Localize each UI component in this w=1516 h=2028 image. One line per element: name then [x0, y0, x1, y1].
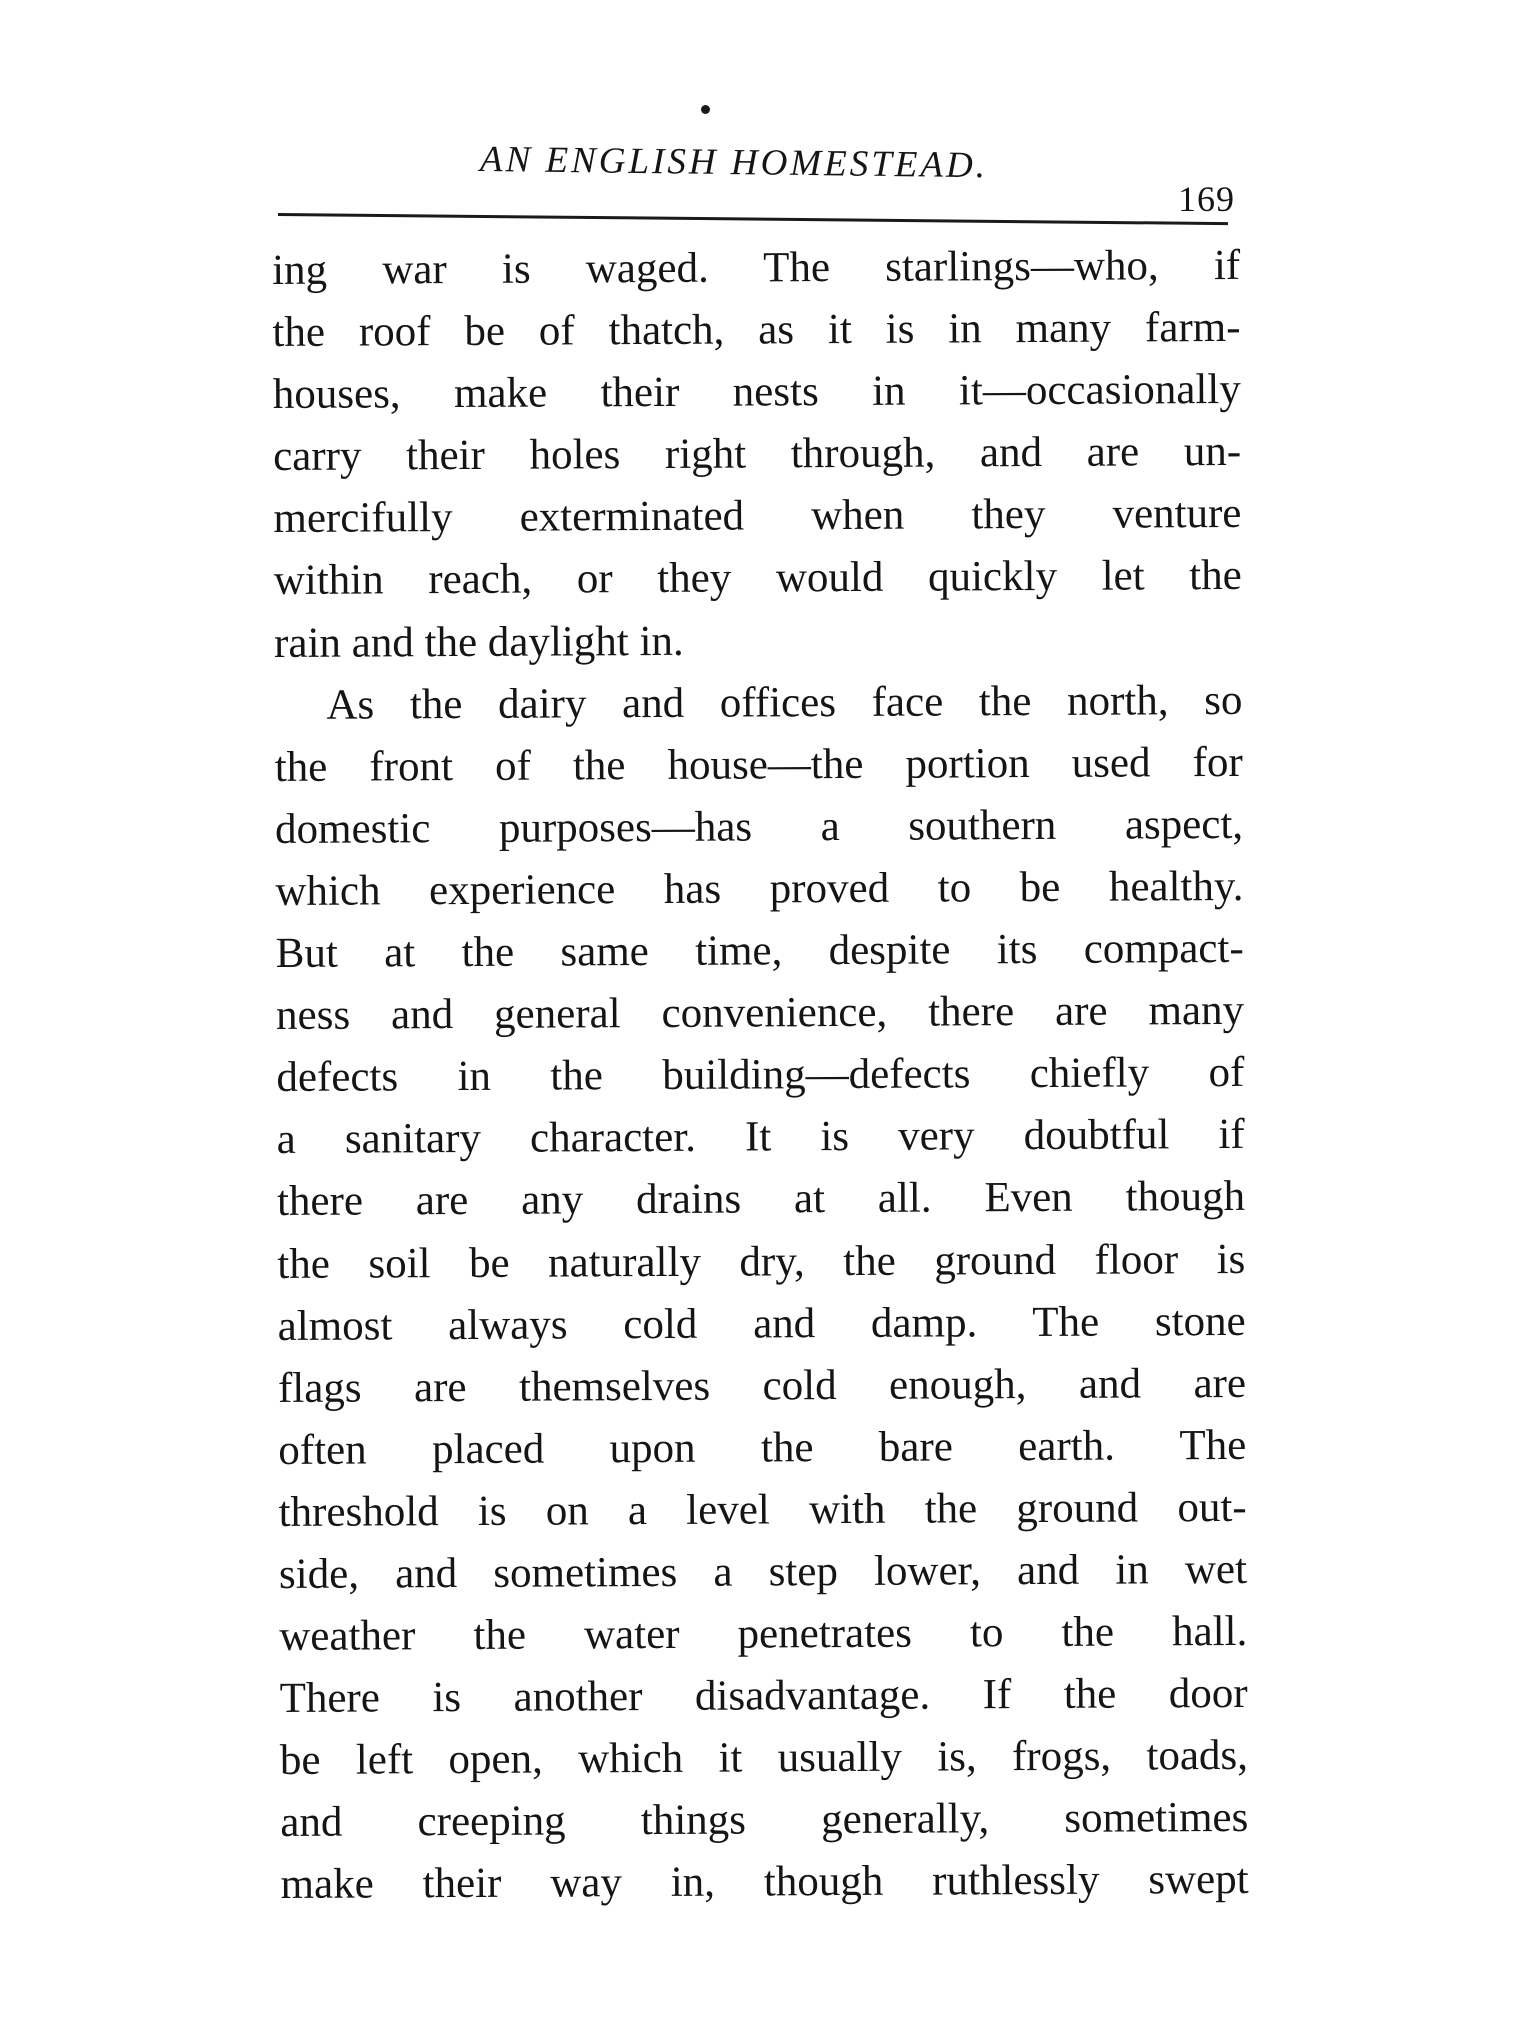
running-header-title: AN ENGLISH HOMESTEAD.: [479, 139, 989, 187]
page-number: 169: [1178, 179, 1235, 219]
text-line: which experience has proved to be healthy.: [275, 862, 1244, 915]
text-line: ness and general convenience, there are many: [275, 987, 1245, 1040]
text-line: threshold is on a level with the ground out-: [278, 1483, 1247, 1536]
text-line: side, and sometimes a step lower, and in wet: [278, 1545, 1248, 1598]
paragraph-start-line: As the dairy and offices face the north, so: [326, 676, 1243, 729]
text-line: mercifully exterminated when they venture: [273, 490, 1242, 543]
body-text: [272, 235, 1249, 1917]
text-line: houses, make their nests in it—occasionally: [272, 366, 1241, 419]
text-line: and creeping things generally, sometimes: [280, 1794, 1249, 1847]
text-line: almost always cold and damp. The stone: [277, 1297, 1246, 1350]
text-line: a sanitary character. It is very doubtful if: [276, 1111, 1245, 1164]
text-line: weather the water penetrates to the hall.: [279, 1607, 1248, 1661]
text-line: domestic purposes—has a southern aspect,: [274, 800, 1244, 853]
text-line: be left open, which it usually is, frogs, toads,: [279, 1732, 1249, 1785]
text-line: make their way in, though ruthlessly swept: [280, 1856, 1249, 1909]
text-line: rain and the daylight in.: [273, 617, 684, 667]
text-line: the roof be of thatch, as it is in many farm-: [272, 304, 1241, 357]
text-line: the soil be naturally dry, the ground floor is: [277, 1235, 1246, 1288]
text-line: there are any drains at all. Even though: [276, 1173, 1246, 1226]
ink-dot-mark: [701, 105, 710, 114]
text-line: carry their holes right through, and are un-: [273, 428, 1242, 481]
text-line: flags are themselves cold enough, and are: [277, 1359, 1247, 1412]
text-line: defects in the building—defects chiefly of: [276, 1049, 1245, 1102]
text-line: ing war is waged. The starlings—who, if: [272, 241, 1241, 294]
text-line: But at the same time, despite its compact-: [275, 924, 1244, 978]
text-line: There is another disadvantage. If the door: [279, 1670, 1248, 1723]
text-line: the front of the house—the portion used for: [274, 738, 1243, 791]
text-line: within reach, or they would quickly let the: [273, 552, 1242, 605]
text-line: often placed upon the bare earth. The: [278, 1421, 1247, 1474]
header-rule: [278, 213, 1228, 225]
